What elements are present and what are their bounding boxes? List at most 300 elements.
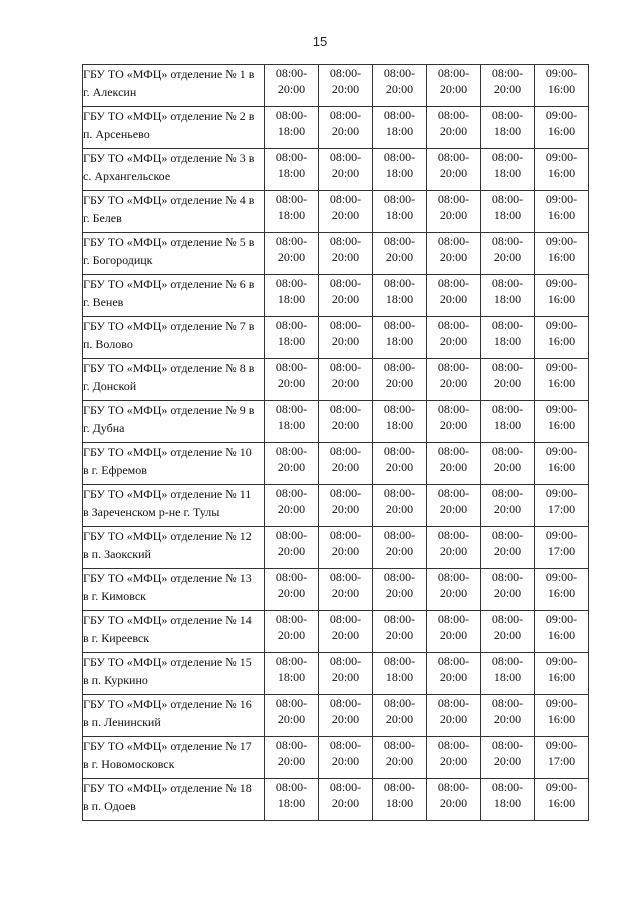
hours-open: 08:00- [491, 276, 524, 290]
hours-cell [535, 317, 589, 359]
hours-close: 18:00 [277, 334, 306, 348]
hours-close: 18:00 [493, 208, 522, 222]
hours-close: 20:00 [439, 166, 468, 180]
office-name: ГБУ ТО «МФЦ» отделение № 18 [83, 781, 252, 795]
hours-open: 08:00- [275, 276, 308, 290]
hours-cell [319, 653, 373, 695]
table-row [83, 359, 589, 401]
office-location: в п. Куркино [83, 673, 148, 687]
table-row [83, 653, 589, 695]
hours-open: 08:00- [491, 192, 524, 206]
office-location: в г. Ефремов [83, 463, 147, 477]
hours-cell [535, 653, 589, 695]
hours-open: 08:00- [491, 360, 524, 374]
hours-open: 08:00- [383, 192, 416, 206]
hours-cell [319, 695, 373, 737]
hours-open: 08:00- [275, 528, 308, 542]
hours-close: 20:00 [439, 250, 468, 264]
hours-close: 20:00 [331, 460, 360, 474]
table-row [83, 443, 589, 485]
hours-open: 08:00- [329, 444, 362, 458]
hours-close: 18:00 [277, 796, 306, 810]
hours-close: 20:00 [331, 250, 360, 264]
hours-close: 20:00 [331, 502, 360, 516]
office-name-cell [83, 107, 265, 149]
hours-cell [535, 485, 589, 527]
table-row [83, 275, 589, 317]
hours-close: 20:00 [439, 418, 468, 432]
hours-cell [319, 569, 373, 611]
hours-close: 20:00 [385, 250, 414, 264]
hours-close: 20:00 [439, 460, 468, 474]
hours-close: 18:00 [277, 124, 306, 138]
hours-close: 16:00 [547, 670, 576, 684]
office-location: в г. Новомосковск [83, 757, 175, 771]
hours-open: 08:00- [491, 654, 524, 668]
office-name: ГБУ ТО «МФЦ» отделение № 8 в [83, 361, 255, 375]
hours-cell [373, 191, 427, 233]
hours-open: 08:00- [275, 150, 308, 164]
hours-cell [265, 527, 319, 569]
hours-close: 20:00 [439, 628, 468, 642]
hours-cell [427, 149, 481, 191]
hours-cell [373, 485, 427, 527]
office-name: ГБУ ТО «МФЦ» отделение № 4 в [83, 193, 255, 207]
office-location: г. Венев [83, 295, 124, 309]
table-row [83, 569, 589, 611]
hours-open: 08:00- [275, 696, 308, 710]
hours-close: 20:00 [439, 796, 468, 810]
hours-open: 08:00- [437, 150, 470, 164]
office-name: ГБУ ТО «МФЦ» отделение № 7 в [83, 319, 255, 333]
table-row [83, 485, 589, 527]
hours-close: 20:00 [439, 712, 468, 726]
hours-close: 18:00 [493, 166, 522, 180]
hours-open: 08:00- [491, 780, 524, 794]
hours-close: 18:00 [277, 292, 306, 306]
hours-close: 18:00 [385, 796, 414, 810]
hours-close: 20:00 [385, 544, 414, 558]
hours-open: 09:00- [545, 360, 578, 374]
hours-close: 20:00 [331, 796, 360, 810]
hours-cell [427, 233, 481, 275]
hours-open: 08:00- [275, 570, 308, 584]
hours-close: 20:00 [439, 670, 468, 684]
hours-cell [481, 275, 535, 317]
office-name-cell [83, 737, 265, 779]
table-row [83, 401, 589, 443]
hours-close: 18:00 [385, 124, 414, 138]
hours-cell [319, 65, 373, 107]
office-name: ГБУ ТО «МФЦ» отделение № 15 [83, 655, 252, 669]
hours-cell [265, 233, 319, 275]
hours-open: 08:00- [437, 360, 470, 374]
office-name: ГБУ ТО «МФЦ» отделение № 2 в [83, 109, 255, 123]
hours-cell [319, 527, 373, 569]
hours-cell [427, 527, 481, 569]
hours-cell [427, 317, 481, 359]
hours-cell [265, 779, 319, 821]
hours-close: 17:00 [547, 754, 576, 768]
hours-cell [481, 317, 535, 359]
hours-cell [427, 65, 481, 107]
hours-open: 08:00- [275, 318, 308, 332]
hours-close: 18:00 [385, 166, 414, 180]
hours-close: 20:00 [493, 628, 522, 642]
hours-close: 20:00 [385, 82, 414, 96]
hours-open: 08:00- [275, 654, 308, 668]
hours-cell [427, 485, 481, 527]
hours-close: 20:00 [493, 712, 522, 726]
hours-close: 20:00 [331, 712, 360, 726]
hours-cell [319, 485, 373, 527]
hours-close: 20:00 [277, 460, 306, 474]
hours-open: 08:00- [437, 738, 470, 752]
hours-open: 08:00- [437, 108, 470, 122]
hours-cell [535, 107, 589, 149]
hours-cell [373, 359, 427, 401]
hours-close: 20:00 [493, 82, 522, 96]
hours-close: 20:00 [385, 460, 414, 474]
office-name-cell [83, 527, 265, 569]
hours-open: 08:00- [491, 528, 524, 542]
hours-cell [265, 611, 319, 653]
hours-open: 08:00- [437, 402, 470, 416]
hours-cell [481, 653, 535, 695]
hours-open: 08:00- [437, 66, 470, 80]
office-name-cell [83, 317, 265, 359]
hours-open: 08:00- [383, 612, 416, 626]
hours-open: 08:00- [275, 66, 308, 80]
hours-open: 08:00- [275, 486, 308, 500]
office-name: ГБУ ТО «МФЦ» отделение № 12 [83, 529, 252, 543]
hours-cell [265, 149, 319, 191]
hours-close: 18:00 [277, 418, 306, 432]
hours-close: 16:00 [547, 796, 576, 810]
hours-close: 20:00 [439, 208, 468, 222]
hours-cell [535, 65, 589, 107]
hours-close: 16:00 [547, 292, 576, 306]
hours-open: 09:00- [545, 108, 578, 122]
hours-open: 08:00- [329, 276, 362, 290]
hours-open: 08:00- [383, 108, 416, 122]
hours-close: 16:00 [547, 418, 576, 432]
hours-close: 18:00 [493, 334, 522, 348]
hours-open: 08:00- [383, 66, 416, 80]
schedule-table-body [83, 65, 589, 821]
office-name: ГБУ ТО «МФЦ» отделение № 9 в [83, 403, 255, 417]
hours-cell [535, 737, 589, 779]
office-location: в п. Заокский [83, 547, 151, 561]
hours-open: 08:00- [437, 276, 470, 290]
hours-open: 08:00- [329, 654, 362, 668]
hours-open: 08:00- [329, 486, 362, 500]
hours-open: 09:00- [545, 150, 578, 164]
hours-open: 08:00- [437, 654, 470, 668]
office-location: в г. Киреевск [83, 631, 150, 645]
hours-cell [373, 233, 427, 275]
hours-open: 08:00- [437, 696, 470, 710]
hours-cell [481, 149, 535, 191]
hours-cell [373, 317, 427, 359]
hours-open: 08:00- [329, 150, 362, 164]
hours-close: 20:00 [439, 376, 468, 390]
hours-cell [319, 191, 373, 233]
hours-open: 09:00- [545, 696, 578, 710]
office-name-cell [83, 443, 265, 485]
hours-cell [265, 275, 319, 317]
hours-close: 20:00 [439, 334, 468, 348]
hours-close: 20:00 [331, 418, 360, 432]
office-name-cell [83, 233, 265, 275]
hours-close: 20:00 [385, 628, 414, 642]
hours-cell [319, 779, 373, 821]
hours-cell [481, 107, 535, 149]
hours-open: 08:00- [491, 696, 524, 710]
hours-open: 08:00- [329, 108, 362, 122]
hours-open: 08:00- [437, 528, 470, 542]
hours-close: 20:00 [277, 586, 306, 600]
office-name-cell [83, 695, 265, 737]
hours-cell [319, 149, 373, 191]
hours-open: 08:00- [329, 318, 362, 332]
hours-open: 08:00- [329, 612, 362, 626]
hours-cell [319, 317, 373, 359]
hours-close: 20:00 [277, 250, 306, 264]
hours-open: 08:00- [383, 150, 416, 164]
hours-open: 08:00- [275, 612, 308, 626]
hours-cell [481, 485, 535, 527]
hours-close: 18:00 [493, 796, 522, 810]
hours-cell [427, 359, 481, 401]
hours-open: 08:00- [437, 486, 470, 500]
hours-open: 08:00- [329, 402, 362, 416]
office-name-cell [83, 611, 265, 653]
hours-open: 08:00- [491, 486, 524, 500]
hours-close: 18:00 [493, 124, 522, 138]
hours-cell [481, 191, 535, 233]
hours-close: 16:00 [547, 124, 576, 138]
hours-close: 20:00 [385, 586, 414, 600]
hours-cell [319, 737, 373, 779]
hours-close: 18:00 [385, 670, 414, 684]
hours-close: 16:00 [547, 82, 576, 96]
table-row [83, 317, 589, 359]
hours-cell [481, 737, 535, 779]
hours-close: 20:00 [331, 586, 360, 600]
page-number: 15 [312, 34, 328, 49]
hours-open: 08:00- [329, 360, 362, 374]
hours-cell [265, 191, 319, 233]
hours-close: 20:00 [493, 460, 522, 474]
hours-open: 08:00- [275, 780, 308, 794]
hours-close: 20:00 [277, 628, 306, 642]
hours-close: 20:00 [439, 754, 468, 768]
hours-open: 08:00- [491, 234, 524, 248]
hours-open: 08:00- [329, 570, 362, 584]
hours-cell [427, 401, 481, 443]
hours-cell [535, 569, 589, 611]
hours-close: 20:00 [385, 376, 414, 390]
hours-open: 08:00- [275, 234, 308, 248]
hours-cell [319, 359, 373, 401]
hours-cell [481, 443, 535, 485]
hours-cell [481, 401, 535, 443]
hours-open: 08:00- [329, 780, 362, 794]
table-row [83, 107, 589, 149]
hours-open: 08:00- [383, 444, 416, 458]
hours-close: 20:00 [331, 670, 360, 684]
hours-open: 08:00- [491, 318, 524, 332]
hours-close: 20:00 [439, 586, 468, 600]
hours-open: 09:00- [545, 570, 578, 584]
office-location: в п. Одоев [83, 799, 136, 813]
hours-open: 08:00- [383, 780, 416, 794]
hours-open: 08:00- [329, 192, 362, 206]
hours-close: 16:00 [547, 376, 576, 390]
hours-cell [265, 401, 319, 443]
hours-close: 20:00 [331, 124, 360, 138]
hours-close: 20:00 [331, 166, 360, 180]
office-name-cell [83, 401, 265, 443]
hours-open: 08:00- [491, 66, 524, 80]
hours-cell [373, 65, 427, 107]
table-row [83, 233, 589, 275]
hours-cell [373, 779, 427, 821]
hours-open: 08:00- [437, 612, 470, 626]
hours-open: 09:00- [545, 780, 578, 794]
hours-open: 08:00- [491, 570, 524, 584]
hours-close: 20:00 [331, 544, 360, 558]
hours-cell [265, 107, 319, 149]
office-name-cell [83, 275, 265, 317]
hours-close: 20:00 [331, 628, 360, 642]
hours-close: 20:00 [277, 82, 306, 96]
hours-close: 20:00 [493, 754, 522, 768]
hours-close: 20:00 [385, 754, 414, 768]
hours-open: 09:00- [545, 234, 578, 248]
hours-close: 18:00 [385, 418, 414, 432]
hours-cell [373, 275, 427, 317]
hours-open: 08:00- [491, 444, 524, 458]
hours-cell [265, 485, 319, 527]
hours-close: 17:00 [547, 544, 576, 558]
hours-cell [265, 569, 319, 611]
hours-close: 20:00 [493, 502, 522, 516]
hours-close: 20:00 [331, 334, 360, 348]
hours-cell [265, 653, 319, 695]
office-location: г. Дубна [83, 421, 125, 435]
office-location: в Зареченском р-не г. Тулы [83, 505, 220, 519]
hours-open: 08:00- [329, 234, 362, 248]
hours-cell [427, 107, 481, 149]
hours-close: 20:00 [439, 502, 468, 516]
hours-close: 20:00 [277, 502, 306, 516]
hours-cell [373, 107, 427, 149]
hours-open: 08:00- [329, 528, 362, 542]
hours-close: 16:00 [547, 250, 576, 264]
office-name-cell [83, 359, 265, 401]
hours-open: 09:00- [545, 528, 578, 542]
hours-close: 20:00 [385, 502, 414, 516]
hours-close: 20:00 [385, 712, 414, 726]
hours-close: 16:00 [547, 586, 576, 600]
hours-cell [535, 149, 589, 191]
table-row [83, 65, 589, 107]
hours-cell [481, 569, 535, 611]
hours-close: 20:00 [439, 292, 468, 306]
hours-cell [427, 191, 481, 233]
hours-open: 08:00- [383, 360, 416, 374]
hours-close: 18:00 [493, 418, 522, 432]
table-row [83, 527, 589, 569]
hours-close: 20:00 [331, 292, 360, 306]
hours-open: 08:00- [437, 570, 470, 584]
hours-open: 09:00- [545, 276, 578, 290]
hours-close: 20:00 [331, 208, 360, 222]
table-row [83, 149, 589, 191]
hours-open: 08:00- [437, 234, 470, 248]
hours-close: 20:00 [439, 544, 468, 558]
hours-open: 08:00- [275, 360, 308, 374]
hours-open: 09:00- [545, 612, 578, 626]
hours-cell [481, 695, 535, 737]
table-row [83, 191, 589, 233]
office-location: с. Архангельское [83, 169, 171, 183]
hours-close: 20:00 [277, 754, 306, 768]
hours-cell [319, 611, 373, 653]
hours-cell [481, 779, 535, 821]
hours-open: 08:00- [491, 612, 524, 626]
hours-cell [427, 653, 481, 695]
hours-close: 20:00 [331, 376, 360, 390]
hours-cell [427, 569, 481, 611]
hours-open: 08:00- [275, 192, 308, 206]
hours-close: 18:00 [277, 166, 306, 180]
hours-open: 08:00- [383, 234, 416, 248]
hours-open: 08:00- [437, 780, 470, 794]
hours-open: 08:00- [383, 528, 416, 542]
hours-cell [481, 65, 535, 107]
hours-close: 20:00 [493, 544, 522, 558]
schedule-table [82, 64, 589, 821]
hours-cell [265, 359, 319, 401]
hours-open: 09:00- [545, 192, 578, 206]
office-name-cell [83, 191, 265, 233]
hours-close: 16:00 [547, 628, 576, 642]
hours-open: 08:00- [329, 696, 362, 710]
hours-cell [319, 401, 373, 443]
hours-cell [535, 611, 589, 653]
hours-cell [373, 737, 427, 779]
hours-cell [481, 233, 535, 275]
office-location: г. Алексин [83, 85, 137, 99]
hours-cell [319, 233, 373, 275]
hours-cell [535, 695, 589, 737]
hours-cell [427, 779, 481, 821]
hours-close: 18:00 [385, 334, 414, 348]
table-row [83, 695, 589, 737]
office-name-cell [83, 149, 265, 191]
hours-cell [535, 233, 589, 275]
hours-close: 16:00 [547, 712, 576, 726]
hours-open: 08:00- [383, 696, 416, 710]
office-location: в г. Кимовск [83, 589, 147, 603]
office-name-cell [83, 779, 265, 821]
hours-cell [373, 443, 427, 485]
hours-close: 20:00 [493, 376, 522, 390]
hours-cell [319, 443, 373, 485]
